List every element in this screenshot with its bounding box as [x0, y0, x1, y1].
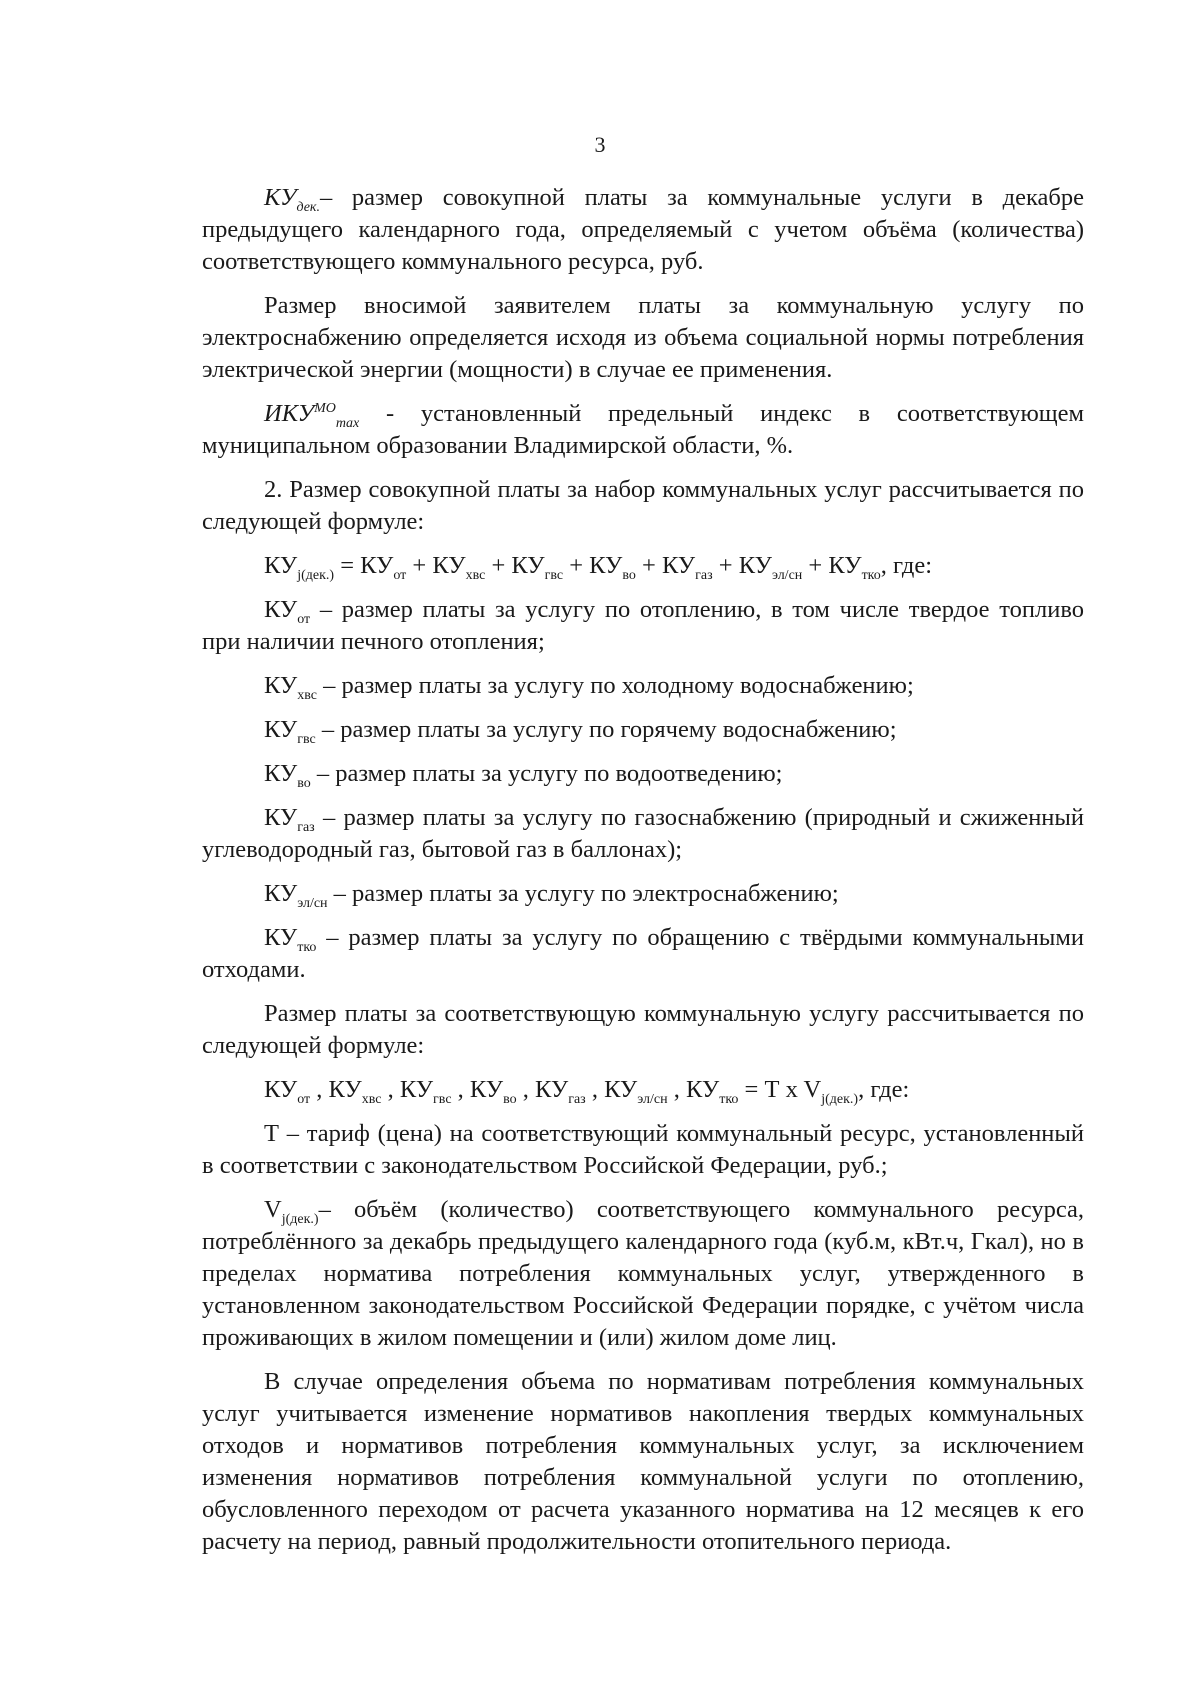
term-ku-dec: $КУ_{дек.}$ — [264, 184, 320, 215]
paragraph-ku-dec — [202, 182, 1084, 278]
paragraph-iku-index — [202, 398, 1084, 462]
definition-ku-gaz: $КУ_{газ}$ – размер платы за услугу по газоснабжению (природный и сжиженный углеводородный газ, бытовой газ в баллонах); — [202, 804, 1084, 863]
definition-ku-el: $КУ_{эл/сн}$ – размер платы за услугу по электроснабжению; — [264, 880, 839, 911]
definition-ku-hvs: $КУ_{хвс}$ – размер платы за услугу по холодному водоснабжению; — [264, 672, 914, 703]
term-iku-max: $ИКУ^{МО}_{max}$ — [264, 400, 360, 431]
definition-ku-gvs: $КУ_{гвс}$ – размер платы за услугу по горячему водоснабжению; — [264, 716, 897, 747]
definition-text: – размер совокупной платы за коммунальные услуги в декабре предыдущего календарного года, определяемый с учетом объёма (количества) соответствующего коммунального ресурса, руб. — [202, 184, 1084, 275]
definition-tariff: Т – тариф (цена) на соответствующий коммунальный ресурс, установленный в соответствии с законодательством Российской Федерации, руб.; — [202, 1120, 1084, 1179]
definition-ku-vo: $КУ_{во}$ – размер платы за услугу по водоотведению; — [264, 760, 783, 791]
paragraph-norms: В случае определения объема по нормативам потребления коммунальных услуг учитывается изменение нормативов накопления твердых коммунальных отходов и нормативов потребления коммунальных услуг, за исключением изменения нормативов потребления коммунальной услуги по отоплению, обусловленного переходом от расчета указанного норматива на 12 месяцев к его расчету на период, равный продолжительности отопительного периода. — [202, 1368, 1084, 1555]
definition-ku-tko: $КУ_{тко}$ – размер платы за услугу по обращению с твёрдыми коммунальными отходами. — [202, 924, 1084, 983]
definition-volume: $V_{j(дек.)}-$ объём (количество) соответствующего коммунального ресурса, потреблённого за декабрь предыдущего календарного года (куб.м, кВт.ч, Гкал), но в пределах норматива потребления коммунальных услуг, утвержденного в установленном законодательством Российской Федерации порядке, с учётом числа проживающих в жилом помещении и (или) жилом доме лиц. — [202, 1196, 1084, 1351]
page-number: 3 — [594, 132, 606, 157]
paragraph-electricity-note: Размер вносимой заявителем платы за коммунальную услугу по электроснабжению определяется исходя из объема социальной нормы потребления электрической энергии (мощности) в случае ее применения. — [202, 292, 1084, 383]
formula-total: $КУ_{j(дек.)} = КУ_{от} + КУ_{хвс} + КУ_{гвс} + КУ_{во} + КУ_{газ} + КУ_{эл/сн} + КУ_{тко}$, где: — [264, 552, 933, 583]
paragraph-item-2: 2. Размер совокупной платы за набор коммунальных услуг рассчитывается по следующей формуле: — [202, 476, 1084, 535]
definition-ku-ot: $КУ_{от}$ – размер платы за услугу по отоплению, в том числе твердое топливо при наличии печного отопления; — [202, 596, 1084, 655]
formula-per-service: $КУ_{от}$ , $КУ_{хвс}$ , $КУ_{гвс}$ , $КУ_{во}$ , $КУ_{газ}$ , $КУ_{эл/сн}$ , $КУ_{тко} = Т$ x $V_{j(дек.)}$, где: — [264, 1076, 910, 1107]
paragraph-per-service: Размер платы за соответствующую коммунальную услугу рассчитывается по следующей формуле: — [202, 1000, 1084, 1059]
document-body — [202, 182, 1084, 1570]
definition-text: - установленный предельный индекс в соответствующем муниципальном образовании Владимирской области, %. — [202, 400, 1084, 459]
